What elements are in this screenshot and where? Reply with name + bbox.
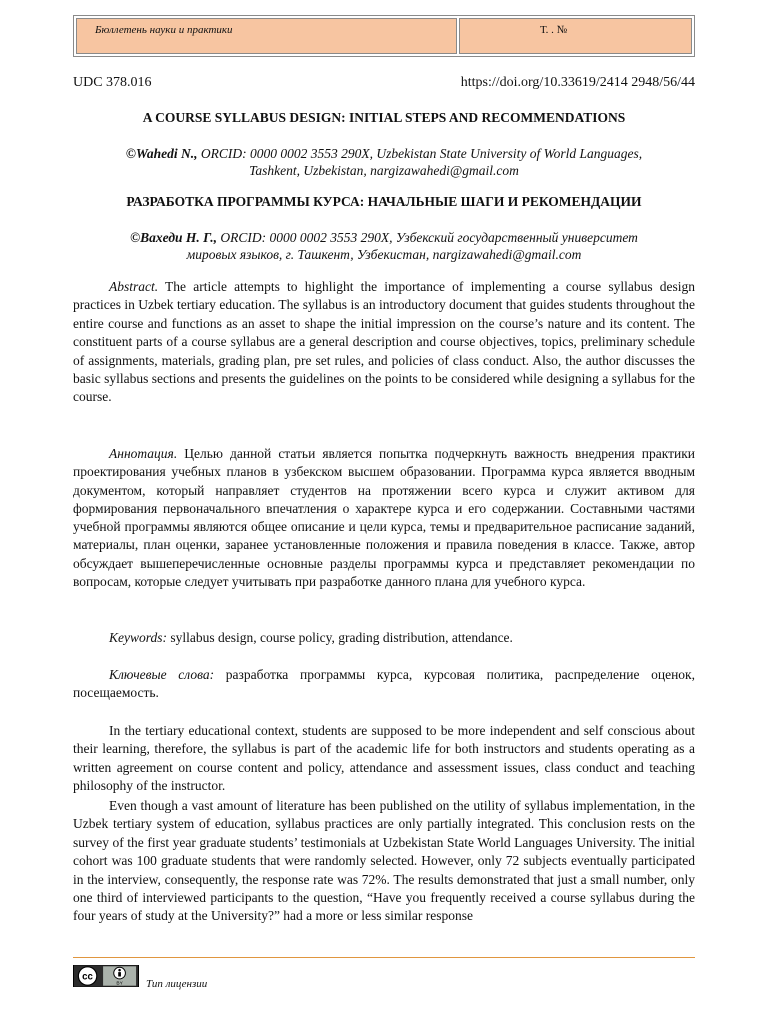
author-affil-en-2: Tashkent, Uzbekistan, nargizawahedi@gmail.com: [249, 163, 519, 178]
annotation-paragraph: [73, 445, 695, 591]
author-affil-ru-2: мировых языков, г. Ташкент, Узбекистан, nargizawahedi@gmail.com: [186, 247, 582, 262]
journal-volume: Т. . №: [459, 18, 692, 54]
by-label: BY: [116, 981, 123, 987]
abstract-label: Abstract.: [109, 279, 159, 294]
body-paragraph-1: In the tertiary educational context, students are supposed to be more independent and self conscious about their learning, therefore, the syllabus is part of the academic life for both instructors and students operating as a written agreement on course content and policy, attendance and assessment issues, class conduct and teaching philosophy of the instructor.: [73, 723, 695, 794]
abstract-text: The article attempts to highlight the importance of implementing a course syllabus design practices in Uzbek tertiary education. The syllabus is an introductory document that guides students throughout the entire course and functions as an asset to shape the initial impression on the course’s nature and its content. The constituent parts of a course syllabus are a general description and course objectives, topics, preliminary schedule of assignments, materials, grading plan, pre set rules, and policies of class conduct. Also, the author discusses the basic syllabus sections and presents the guidelines on the points to be considered while designing a syllabus for the course.: [73, 279, 695, 405]
udc-code: UDC 378.016: [73, 75, 152, 90]
author-ru: [73, 229, 695, 263]
footer-divider: [73, 957, 695, 958]
cc-label: cc: [82, 971, 93, 983]
title-en: A COURSE SYLLABUS DESIGN: INITIAL STEPS AND RECOMMENDATIONS: [142, 110, 626, 125]
keywords-label: Keywords:: [109, 630, 167, 645]
license-type-label: Тип лицензии: [146, 978, 208, 990]
abstract-paragraph: [73, 278, 695, 407]
doi-link[interactable]: https://doi.org/10.33619/2414 2948/56/44: [460, 75, 695, 90]
body-paragraph-2: Even though a vast amount of literature has been published on the utility of syllabus implementation, in the Uzbek tertiary system of education, syllabus practices are only partially integrated. This conclusion rests on the survey of the first year graduate students’ testimonials at Uzbekistan State World Languages University. The initial cohort was 100 graduate students that were randomly selected. However, only 72 subjects eventually participated in the interview, consequently, the response rate was 72%. The results demonstrated that just a small number, only one third of interviewed participants to the question, “Have you frequently received a course syllabus during the four years of study at the University?” had a more or less similar response: [73, 798, 695, 924]
keywords-ru-paragraph: [73, 666, 695, 703]
annotation-text: Целью данной статьи является попытка подчеркнуть важность внедрения практики проектирования учебных планов в узбекском высшем образовании. Программа курса является вводным документом, который направляет студентов на протяжении всего курса и служит активом для формирования первоначального впечатления о характере курса и его содержании. Составными частями учебной программы являются общее описание и цели курса, темы и предварительное расписание заданий, материалы, план оценки, заранее установленные положения и правила поведения в классе. Также, автор обсуждает вышеперечисленные основные разделы программы курса и представляет рекомендации по вопросам, которые следует учитывать при разработке данного плана для учебного курса.: [73, 446, 695, 590]
journal-name: Бюллетень науки и практики: [76, 18, 457, 54]
journal-header: [73, 15, 695, 57]
author-affil-ru-1: ORCID: 0000 0002 3553 290X, Узбекский государственный университет: [217, 230, 638, 245]
cc-by-license-icon: [73, 965, 139, 987]
author-name-ru: ©Вахеди Н. Г.,: [130, 230, 218, 245]
keywords-text: syllabus design, course policy, grading distribution, attendance.: [167, 630, 513, 645]
author-en: [73, 145, 695, 179]
keywords-ru-label: Ключевые слова:: [109, 667, 215, 682]
keywords-ru-text: разработка программы курса, курсовая политика, распределение оценок, посещаемость.: [73, 667, 695, 701]
title-ru: РАЗРАБОТКА ПРОГРАММЫ КУРСА: НАЧАЛЬНЫЕ ШАГИ И РЕКОМЕНДАЦИИ: [126, 194, 642, 209]
article-meta: [73, 75, 695, 91]
keywords-paragraph: [73, 629, 695, 647]
author-affil-en-1: ORCID: 0000 0002 3553 290X, Uzbekistan State University of World Languages,: [197, 146, 643, 161]
author-name-en: ©Wahedi N.,: [125, 146, 198, 161]
annotation-label: Аннотация.: [109, 446, 178, 461]
